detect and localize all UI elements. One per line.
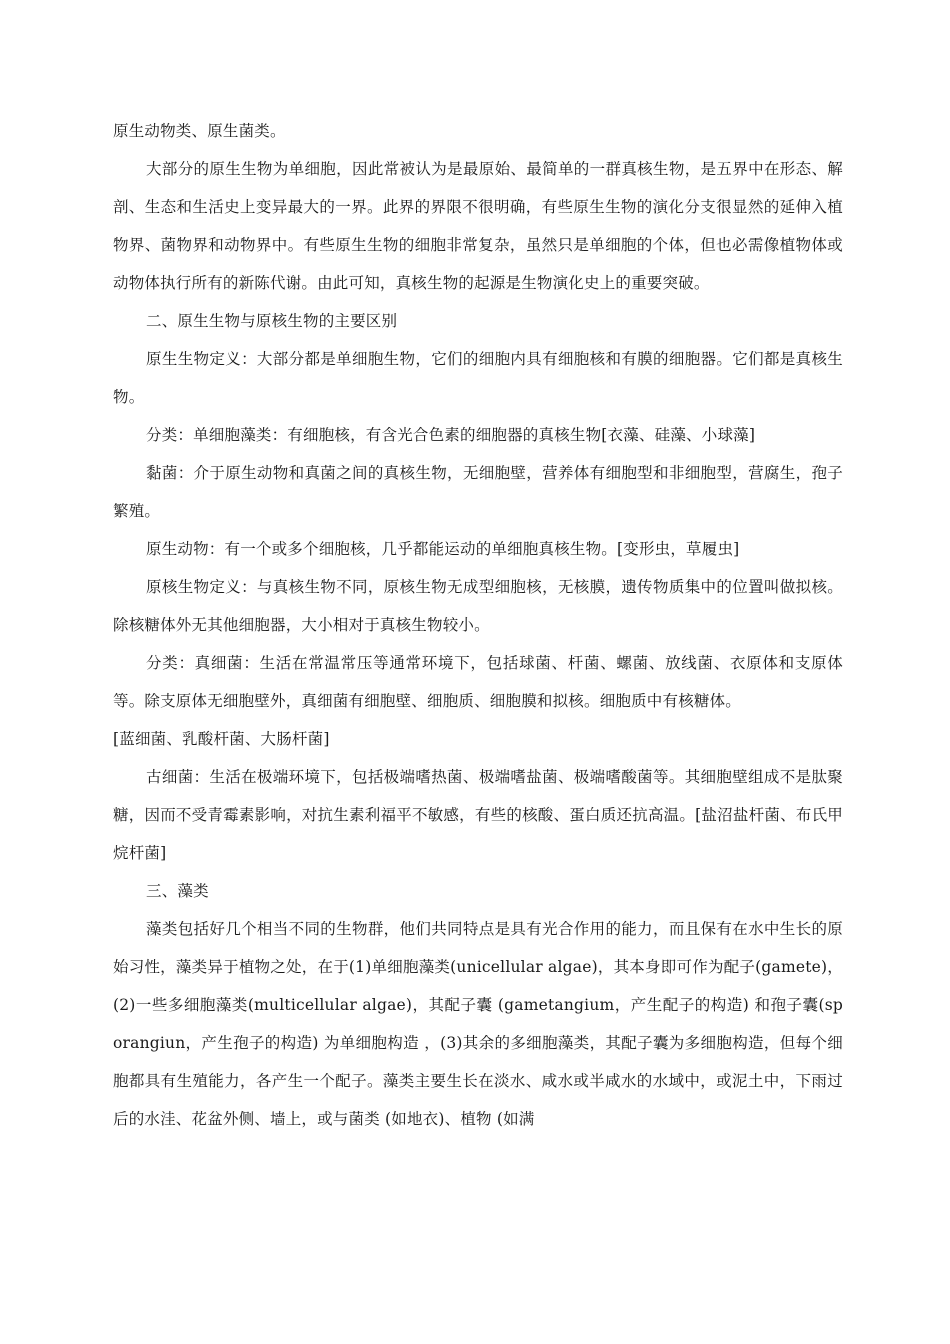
paragraph-protozoa: 原生动物：有一个或多个细胞核，几乎都能运动的单细胞真核生物。[变形虫，草履虫] [146,540,740,558]
paragraph-eubacteria-examples: [蓝细菌、乳酸杆菌、大肠杆菌] [113,730,330,748]
section-heading-3: 三、藻类 [146,882,209,900]
paragraph-slime-molds: 黏菌：介于原生动物和真菌之间的真核生物，无细胞壁，营养体有细胞型和非细胞型，营腐生，孢子繁殖。 [113,464,843,520]
paragraph-protist-definition: 原生生物定义：大部分都是单细胞生物，它们的细胞内具有细胞核和有膜的细胞器。它们都是真核生物。 [113,350,843,406]
paragraph-prokaryote-definition: 原核生物定义：与真核生物不同，原核生物无成型细胞核，无核膜，遗传物质集中的位置叫做拟核。除核糖体外无其他细胞器，大小相对于真核生物较小。 [113,578,843,634]
paragraph-protist-overview: 大部分的原生生物为单细胞，因此常被认为是最原始、最简单的一群真核生物，是五界中在形态、解剖、生态和生活史上变异最大的一界。此界的界限不很明确，有些原生生物的演化分支很显然的延伸入植物界、菌物界和动物界中。有些原生生物的细胞非常复杂，虽然只是单细胞的个体，但也必需像植物体或动物体执行所有的新陈代谢。由此可知，真核生物的起源是生物演化史上的重要突破。 [113,160,843,292]
paragraph-algae: 藻类包括好几个相当不同的生物群，他们共同特点是具有光合作用的能力，而且保有在水中生长的原始习性，藻类异于植物之处，在于(1)单细胞藻类(unicellular algae)，其本身即可作为配子(gamete)，(2)一些多细胞藻类(multicellular algae)，其配子囊 (gametangium，产生配子的构造) 和孢子囊(sporangiun，产生孢子的构造) 为单细胞构造 ，(3)其余的多细胞藻类，其配子囊为多细胞构造，但每个细胞都具有生殖能力，各产生一个配子。藻类主要生长在淡水、咸水或半咸水的水域中，或泥土中，下雨过后的水洼、花盆外侧、墙上，或与菌类 (如地衣)、植物 (如满 [113,920,843,1128]
paragraph-protist-categories-end: 原生动物类、原生菌类。 [113,122,286,140]
document-body [113,112,843,1138]
paragraph-unicellular-algae: 分类：单细胞藻类：有细胞核，有含光合色素的细胞器的真核生物[衣藻、硅藻、小球藻] [146,426,756,444]
paragraph-archaea: 古细菌：生活在极端环境下，包括极端嗜热菌、极端嗜盐菌、极端嗜酸菌等。其细胞壁组成不是肽聚糖，因而不受青霉素影响，对抗生素利福平不敏感，有些的核酸、蛋白质还抗高温。[盐沼盐杆菌、布氏甲烷杆菌] [113,768,843,862]
section-heading-2: 二、原生生物与原核生物的主要区别 [146,312,398,330]
paragraph-eubacteria: 分类：真细菌：生活在常温常压等通常环境下，包括球菌、杆菌、螺菌、放线菌、衣原体和支原体等。除支原体无细胞壁外，真细菌有细胞壁、细胞质、细胞膜和拟核。细胞质中有核糖体。 [113,654,843,710]
